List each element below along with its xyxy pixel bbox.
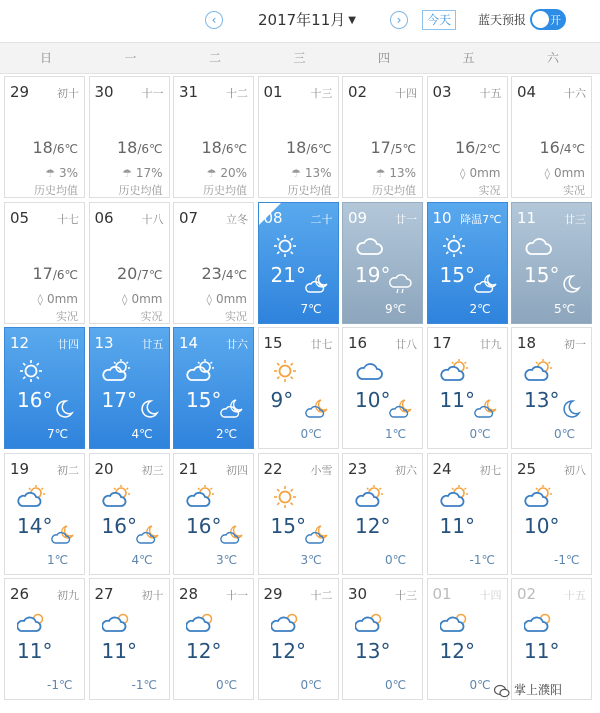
cloud-moon-icon <box>305 398 331 420</box>
sun-cloud-icon <box>440 358 470 384</box>
precip-value: 0mm <box>46 291 78 306</box>
low-temp: 9℃ <box>385 301 407 316</box>
lunar-date: 初九 <box>57 589 79 602</box>
day-cell[interactable] <box>173 578 254 700</box>
low-temp: 0℃ <box>385 678 407 692</box>
lunar-date: 十一 <box>226 589 248 602</box>
sun-icon <box>17 358 47 384</box>
lunar-date: 廿五 <box>141 338 164 351</box>
day-cell[interactable] <box>173 327 254 449</box>
data-source-note: 历史均值 <box>372 184 416 197</box>
high-temp: 15° <box>439 262 475 287</box>
temperature-range <box>32 264 78 283</box>
day-number: 01 <box>432 585 452 603</box>
day-cell[interactable] <box>342 453 423 575</box>
data-source-note: 实况 <box>225 309 247 323</box>
low-temp: /4℃ <box>559 142 585 156</box>
cloud-icon <box>355 358 385 384</box>
day-number: 18 <box>517 334 537 352</box>
lunar-date: 十一 <box>141 87 164 100</box>
precipitation <box>122 292 162 306</box>
forecast-label: 蓝天预报 <box>478 13 527 27</box>
top-bar <box>0 0 600 42</box>
day-number: 29 <box>263 585 283 603</box>
low-temp: 0℃ <box>300 678 322 692</box>
day-number: 06 <box>94 208 114 227</box>
lunar-date: 初十 <box>141 589 164 602</box>
low-temp: 0℃ <box>554 427 576 441</box>
low-temp: 4℃ <box>131 427 153 441</box>
temperature-range <box>117 264 163 283</box>
day-cell[interactable] <box>4 76 85 198</box>
lunar-date: 初十 <box>57 87 79 100</box>
day-number: 16 <box>348 334 368 352</box>
lunar-date: 初二 <box>57 463 79 477</box>
lunar-date: 十八 <box>141 212 164 226</box>
day-cell[interactable] <box>511 202 592 324</box>
lunar-date: 十二 <box>226 87 248 100</box>
day-cell[interactable] <box>89 453 170 575</box>
low-temp: 3℃ <box>216 552 238 567</box>
lunar-date: 廿七 <box>310 338 333 351</box>
precipitation <box>375 166 416 180</box>
day-cell[interactable] <box>342 202 423 324</box>
day-number: 26 <box>10 585 30 603</box>
temperature-range <box>117 138 163 157</box>
cloud-sun-icon <box>355 609 385 635</box>
day-cell[interactable] <box>342 327 423 449</box>
precipitation <box>122 166 163 180</box>
rain-cloud-icon <box>389 273 415 295</box>
cloud-moon-icon <box>220 398 246 420</box>
high-temp: 23 <box>201 263 222 283</box>
day-number: 07 <box>179 208 199 227</box>
day-number: 29 <box>10 83 30 101</box>
cloud-sun-icon <box>271 609 301 635</box>
high-temp: 11° <box>17 639 53 663</box>
day-cell[interactable] <box>258 453 339 575</box>
moon-icon <box>136 398 162 420</box>
low-temp: /6℃ <box>52 142 78 156</box>
day-cell[interactable] <box>89 202 170 324</box>
day-cell[interactable] <box>258 202 339 324</box>
high-temp: 10° <box>524 513 560 538</box>
high-temp: 17° <box>101 388 137 412</box>
umbrella-icon: ☂ <box>375 167 386 180</box>
high-temp: 15° <box>186 388 222 412</box>
lunar-date: 廿八 <box>395 338 417 351</box>
low-temp: 0℃ <box>469 427 491 441</box>
sun-cloud-icon <box>186 358 216 384</box>
sun-cloud-icon <box>524 484 554 510</box>
high-temp: 16° <box>101 513 137 538</box>
high-temp: 11° <box>439 513 475 538</box>
sun-cloud-icon <box>524 358 554 384</box>
cloud-sun-icon <box>524 609 554 635</box>
low-temp: /6℃ <box>221 142 247 156</box>
cloud-moon-icon <box>389 398 415 420</box>
low-temp: 1℃ <box>385 427 407 441</box>
low-temp: 7℃ <box>300 301 322 316</box>
umbrella-icon: ☂ <box>121 167 132 180</box>
weekday-label: 三 <box>293 51 306 65</box>
day-cell[interactable] <box>89 578 170 700</box>
day-number: 14 <box>179 334 199 352</box>
temperature-range <box>201 264 247 283</box>
calendar-grid <box>4 76 596 708</box>
day-cell[interactable] <box>4 202 85 324</box>
sun-cloud-icon <box>17 484 47 510</box>
today-button[interactable]: 今天 <box>422 10 456 30</box>
cloud-moon-icon <box>474 398 500 420</box>
high-temp: 16 <box>454 138 476 157</box>
day-number: 01 <box>263 83 283 101</box>
cloud-moon-icon <box>305 273 331 295</box>
lunar-date: 初六 <box>395 463 417 477</box>
day-number: 02 <box>517 585 537 603</box>
low-temp: 0℃ <box>469 678 491 692</box>
data-source-note: 实况 <box>563 184 585 197</box>
day-number: 13 <box>94 334 114 352</box>
sun-cloud-icon <box>102 358 132 384</box>
weekday-label: 五 <box>462 51 475 65</box>
lunar-date: 降温7℃ <box>460 212 502 226</box>
precip-value: 20% <box>220 166 247 180</box>
day-number: 22 <box>263 459 283 478</box>
raindrop-icon: ◊ <box>122 292 128 306</box>
day-cell[interactable] <box>258 76 339 198</box>
weekday-label: 一 <box>124 51 137 65</box>
sun-icon <box>271 358 301 384</box>
day-cell[interactable] <box>4 327 85 449</box>
umbrella-icon: ☂ <box>206 167 217 180</box>
umbrella-icon: ☂ <box>290 167 301 180</box>
low-temp: 1℃ <box>47 552 69 567</box>
low-temp: 2℃ <box>469 301 491 316</box>
high-temp: 20 <box>116 263 138 283</box>
weekday-header <box>0 42 600 74</box>
day-number: 08 <box>263 208 283 227</box>
high-temp: 16° <box>186 513 222 538</box>
cloud-moon-icon <box>136 524 162 546</box>
lunar-date: 十四 <box>395 87 417 100</box>
raindrop-icon: ◊ <box>206 292 212 306</box>
low-temp: -1℃ <box>131 678 157 692</box>
day-number: 30 <box>94 83 114 101</box>
day-number: 09 <box>348 208 368 227</box>
day-cell[interactable] <box>427 202 508 324</box>
weekday-label: 四 <box>377 51 390 65</box>
lunar-date: 十五 <box>479 87 502 100</box>
high-temp: 13° <box>355 639 391 663</box>
cloud-icon <box>355 233 385 259</box>
temperature-range <box>201 138 247 157</box>
day-cell[interactable] <box>89 76 170 198</box>
day-cell[interactable] <box>89 327 170 449</box>
high-temp: 18 <box>116 138 138 157</box>
caret-down-icon: ▼ <box>348 15 356 26</box>
month-label: 2017年11月 <box>258 11 346 29</box>
lunar-date: 初三 <box>141 463 164 477</box>
lunar-date: 初四 <box>226 463 248 477</box>
precipitation <box>45 166 78 180</box>
day-cell[interactable] <box>258 327 339 449</box>
low-temp: /4℃ <box>221 267 247 282</box>
day-cell[interactable] <box>173 453 254 575</box>
high-temp: 10° <box>355 388 391 412</box>
data-source-note: 实况 <box>140 309 163 323</box>
low-temp: /6℃ <box>306 142 332 156</box>
day-number: 17 <box>432 334 452 352</box>
precip-value: 13% <box>389 166 416 180</box>
day-number: 15 <box>263 334 283 352</box>
precipitation <box>291 166 332 180</box>
precip-value: 0mm <box>131 291 163 306</box>
umbrella-icon: ☂ <box>45 167 55 180</box>
moon-icon <box>51 398 77 420</box>
data-source-note: 实况 <box>56 309 78 323</box>
high-temp: 11° <box>439 388 475 412</box>
lunar-date: 初七 <box>479 463 502 477</box>
high-temp: 12° <box>186 639 222 663</box>
day-cell[interactable] <box>342 578 423 700</box>
low-temp: -1℃ <box>554 552 580 567</box>
day-number: 05 <box>10 208 30 227</box>
precip-value: 3% <box>58 166 78 180</box>
precipitation <box>460 166 500 180</box>
low-temp: /2℃ <box>475 142 501 156</box>
weekday-label: 日 <box>39 51 52 65</box>
cloud-sun-icon <box>440 609 470 635</box>
high-temp: 9° <box>270 388 294 412</box>
day-cell[interactable] <box>511 453 592 575</box>
low-temp: 0℃ <box>300 427 322 441</box>
raindrop-icon: ◊ <box>37 292 43 306</box>
precip-value: 0mm <box>469 166 501 180</box>
low-temp: /6℃ <box>137 142 163 156</box>
low-temp: 0℃ <box>385 552 407 567</box>
chevron-left-icon[interactable]: ‹ <box>205 11 223 29</box>
day-number: 30 <box>348 585 368 603</box>
day-cell[interactable] <box>173 202 254 324</box>
day-cell[interactable] <box>427 327 508 449</box>
high-temp: 18 <box>201 138 222 157</box>
day-number: 24 <box>432 459 452 478</box>
high-temp: 18 <box>32 138 53 157</box>
lunar-date: 廿一 <box>395 212 417 226</box>
lunar-date: 十七 <box>57 212 79 226</box>
day-cell[interactable] <box>427 76 508 198</box>
day-number: 10 <box>432 208 452 227</box>
precip-value: 0mm <box>215 291 247 306</box>
cloud-moon-icon <box>220 524 246 546</box>
watermark <box>494 681 562 697</box>
raindrop-icon: ◊ <box>460 167 466 180</box>
day-cell[interactable] <box>511 76 592 198</box>
low-temp: 7℃ <box>47 427 69 441</box>
forecast-toggle[interactable] <box>530 9 566 30</box>
temperature-range <box>370 138 416 157</box>
day-number: 19 <box>10 459 30 478</box>
temperature-range <box>455 138 501 157</box>
moon-icon <box>558 398 584 420</box>
sun-icon <box>440 233 470 259</box>
day-number: 25 <box>517 459 537 478</box>
low-temp: -1℃ <box>469 552 495 567</box>
weekday-label: 二 <box>208 51 221 65</box>
month-selector[interactable] <box>258 9 356 30</box>
lunar-date: 十五 <box>564 589 586 602</box>
high-temp: 17 <box>32 263 53 283</box>
low-temp: /5℃ <box>390 142 416 156</box>
lunar-date: 十三 <box>395 589 417 602</box>
high-temp: 12° <box>270 639 306 663</box>
precip-value: 0mm <box>553 166 585 180</box>
precipitation <box>206 166 247 180</box>
cloud-moon-icon <box>51 524 77 546</box>
sun-cloud-icon <box>440 484 470 510</box>
sun-icon <box>271 233 301 259</box>
high-temp: 11° <box>524 639 560 663</box>
day-number: 11 <box>517 208 537 227</box>
day-number: 28 <box>179 585 199 603</box>
lunar-date: 二十 <box>310 212 333 226</box>
high-temp: 19° <box>355 262 391 287</box>
lunar-date: 立冬 <box>226 212 248 226</box>
chevron-right-icon[interactable]: › <box>390 11 408 29</box>
weekday-label: 六 <box>546 51 559 65</box>
day-cell[interactable] <box>342 76 423 198</box>
cloud-moon-icon <box>474 273 500 295</box>
high-temp: 12° <box>355 513 391 538</box>
sun-icon <box>271 484 301 510</box>
low-temp: -1℃ <box>47 678 73 692</box>
high-temp: 16 <box>539 138 560 157</box>
lunar-date: 十四 <box>479 589 502 602</box>
sun-cloud-icon <box>102 484 132 510</box>
day-number: 23 <box>348 459 368 478</box>
temperature-range <box>286 138 332 157</box>
temperature-range <box>32 138 78 157</box>
day-number: 27 <box>94 585 114 603</box>
high-temp: 11° <box>101 639 137 663</box>
day-cell[interactable] <box>4 578 85 700</box>
sun-cloud-icon <box>355 484 385 510</box>
day-cell[interactable] <box>4 453 85 575</box>
low-temp: 2℃ <box>216 427 238 441</box>
day-cell[interactable] <box>427 453 508 575</box>
low-temp: 4℃ <box>131 552 153 567</box>
cloud-sun-icon <box>102 609 132 635</box>
toggle-label: 开 <box>550 14 561 27</box>
day-number: 12 <box>10 334 30 352</box>
day-cell[interactable] <box>173 76 254 198</box>
low-temp: 3℃ <box>300 552 322 567</box>
data-source-note: 实况 <box>478 184 501 197</box>
precipitation <box>38 292 78 306</box>
precipitation <box>207 292 247 306</box>
low-temp: 0℃ <box>216 678 238 692</box>
high-temp: 17 <box>370 138 391 157</box>
day-number: 03 <box>432 83 452 101</box>
low-temp: /7℃ <box>137 267 163 282</box>
day-number: 02 <box>348 83 368 101</box>
day-cell[interactable] <box>511 327 592 449</box>
high-temp: 15° <box>270 513 306 538</box>
day-number: 04 <box>517 83 537 101</box>
cloud-icon <box>524 233 554 259</box>
watermark-text: 掌上濮阳 <box>514 683 563 697</box>
moon-icon <box>558 273 584 295</box>
wechat-icon <box>494 684 510 698</box>
precipitation <box>545 166 585 180</box>
lunar-date: 廿九 <box>479 338 502 351</box>
lunar-date: 小雪 <box>310 463 333 477</box>
precip-value: 13% <box>304 166 332 180</box>
low-temp: 5℃ <box>554 301 576 316</box>
day-number: 20 <box>94 459 114 478</box>
data-source-note: 历史均值 <box>203 184 247 197</box>
sun-cloud-icon <box>186 484 216 510</box>
data-source-note: 历史均值 <box>118 184 163 197</box>
lunar-date: 十三 <box>310 87 333 100</box>
cloud-sun-icon <box>17 609 47 635</box>
day-cell[interactable] <box>258 578 339 700</box>
cloud-moon-icon <box>305 524 331 546</box>
low-temp: /6℃ <box>52 267 78 282</box>
lunar-date: 初八 <box>564 463 586 477</box>
temperature-range <box>539 138 585 157</box>
high-temp: 16° <box>17 388 53 412</box>
high-temp: 18 <box>285 138 307 157</box>
data-source-note: 历史均值 <box>287 184 332 197</box>
toggle-knob <box>532 11 549 28</box>
high-temp: 13° <box>524 388 560 412</box>
high-temp: 15° <box>524 262 560 287</box>
day-number: 31 <box>179 83 199 101</box>
lunar-date: 十二 <box>310 589 333 602</box>
lunar-date: 廿六 <box>226 338 248 351</box>
precip-value: 17% <box>135 166 163 180</box>
data-source-note: 历史均值 <box>34 184 78 197</box>
raindrop-icon: ◊ <box>544 167 550 180</box>
day-number: 21 <box>179 459 199 478</box>
lunar-date: 十六 <box>564 87 586 100</box>
high-temp: 14° <box>17 513 53 538</box>
lunar-date: 廿三 <box>564 212 586 226</box>
lunar-date: 廿四 <box>57 338 79 351</box>
lunar-date: 初一 <box>564 338 586 351</box>
high-temp: 12° <box>439 639 475 663</box>
cloud-sun-icon <box>186 609 216 635</box>
high-temp: 21° <box>270 262 306 287</box>
